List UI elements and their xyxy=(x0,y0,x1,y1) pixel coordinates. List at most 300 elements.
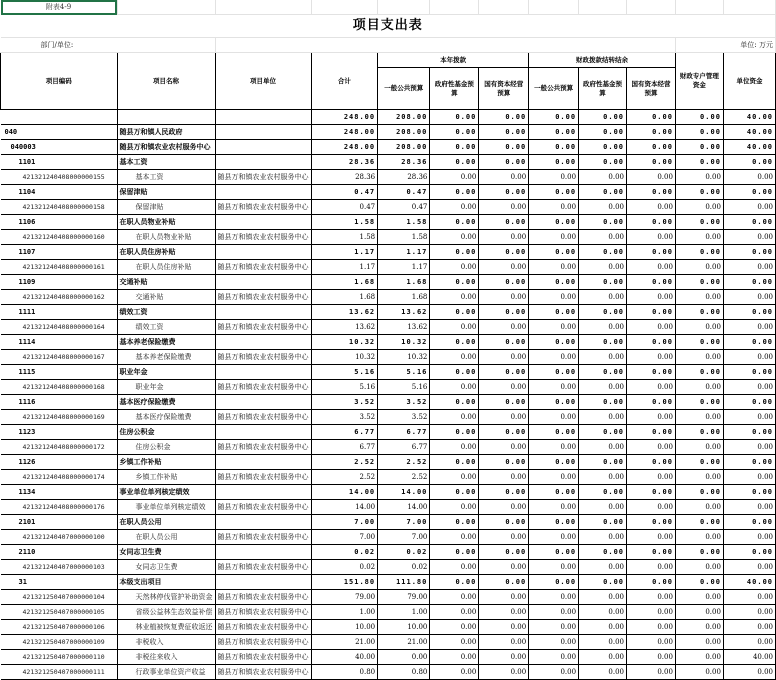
cell-amount[interactable]: 0.00 xyxy=(675,470,723,485)
cell-code[interactable]: 421321250407000000105 xyxy=(1,605,118,620)
cell-amount[interactable]: 0.00 xyxy=(479,380,529,395)
cell-code[interactable]: 1104 xyxy=(1,185,118,200)
cell-amount[interactable]: 0.00 xyxy=(430,530,479,545)
cell-amount[interactable]: 0.00 xyxy=(675,305,723,320)
cell-amount[interactable]: 0.00 xyxy=(479,155,529,170)
cell-amount[interactable]: 0.00 xyxy=(675,605,723,620)
cell-amount[interactable]: 1.58 xyxy=(378,215,430,230)
cell-amount[interactable]: 0.00 xyxy=(627,560,676,575)
cell-amount[interactable]: 0.00 xyxy=(723,260,775,275)
cell-amount[interactable]: 0.00 xyxy=(627,305,676,320)
cell-amount[interactable]: 0.00 xyxy=(529,620,579,635)
cell-amount[interactable]: 0.00 xyxy=(675,590,723,605)
cell-amount[interactable]: 0.00 xyxy=(479,425,529,440)
cell-amount[interactable]: 0.00 xyxy=(627,515,676,530)
cell-amount[interactable]: 0.00 xyxy=(675,125,723,140)
cell-amount[interactable]: 0.00 xyxy=(579,275,627,290)
cell-amount[interactable]: 10.32 xyxy=(378,350,430,365)
cell-name[interactable]: 非税收入 xyxy=(117,635,215,650)
cell-name[interactable]: 在职人员公用 xyxy=(117,515,215,530)
cell-amount[interactable]: 0.00 xyxy=(479,245,529,260)
cell-amount[interactable]: 0.00 xyxy=(479,440,529,455)
cell-amount[interactable]: 0.00 xyxy=(627,200,676,215)
cell-amount[interactable]: 0.00 xyxy=(627,275,676,290)
cell-name[interactable]: 随县万和镇农业农村服务中心 xyxy=(117,140,215,155)
cell-amount[interactable]: 0.00 xyxy=(579,635,627,650)
cell-amount[interactable]: 0.00 xyxy=(430,125,479,140)
cell-amount[interactable]: 7.00 xyxy=(311,515,378,530)
cell-amount[interactable]: 6.77 xyxy=(378,425,430,440)
cell-code[interactable]: 31 xyxy=(1,575,118,590)
cell-amount[interactable]: 0.00 xyxy=(529,320,579,335)
cell-code[interactable]: 040003 xyxy=(1,140,118,155)
cell-name[interactable]: 保留津贴 xyxy=(117,200,215,215)
cell-amount[interactable]: 0.00 xyxy=(627,500,676,515)
cell-amount[interactable]: 0.00 xyxy=(579,185,627,200)
cell-amount[interactable]: 0.00 xyxy=(675,620,723,635)
cell-amount[interactable]: 0.00 xyxy=(627,575,676,590)
cell-amount[interactable]: 248.00 xyxy=(311,125,378,140)
cell-unit[interactable]: 随县万和镇农业农村服务中心 xyxy=(215,470,311,485)
cell-amount[interactable]: 0.02 xyxy=(311,545,378,560)
cell-amount[interactable]: 0.00 xyxy=(675,365,723,380)
cell-amount[interactable]: 10.32 xyxy=(378,335,430,350)
cell-amount[interactable]: 0.00 xyxy=(675,350,723,365)
cell-code[interactable]: 1107 xyxy=(1,245,118,260)
cell-name[interactable]: 在职人员住房补贴 xyxy=(117,260,215,275)
cell-amount[interactable]: 0.00 xyxy=(627,665,676,680)
cell-amount[interactable]: 0.00 xyxy=(479,560,529,575)
cell-name[interactable]: 乡镇工作补贴 xyxy=(117,470,215,485)
cell-amount[interactable]: 0.00 xyxy=(430,410,479,425)
cell-amount[interactable]: 3.52 xyxy=(311,410,378,425)
cell-amount[interactable]: 0.00 xyxy=(627,230,676,245)
cell-amount[interactable]: 0.00 xyxy=(430,590,479,605)
cell-amount[interactable]: 0.00 xyxy=(529,230,579,245)
cell-amount[interactable]: 7.00 xyxy=(378,515,430,530)
cell-amount[interactable]: 0.00 xyxy=(529,650,579,665)
cell-amount[interactable]: 0.00 xyxy=(529,395,579,410)
cell-amount[interactable]: 0.00 xyxy=(627,290,676,305)
cell-amount[interactable]: 0.00 xyxy=(479,215,529,230)
cell-amount[interactable]: 0.00 xyxy=(529,170,579,185)
cell-amount[interactable]: 0.00 xyxy=(579,305,627,320)
cell-amount[interactable]: 0.00 xyxy=(529,245,579,260)
cell-amount[interactable]: 0.00 xyxy=(479,335,529,350)
cell-amount[interactable]: 0.00 xyxy=(430,665,479,680)
cell-amount[interactable]: 0.00 xyxy=(430,425,479,440)
cell-code[interactable]: 421321240408000000169 xyxy=(1,410,118,425)
cell-amount[interactable]: 208.00 xyxy=(378,110,430,125)
cell-amount[interactable]: 0.47 xyxy=(311,185,378,200)
cell-unit[interactable]: 随县万和镇农业农村服务中心 xyxy=(215,650,311,665)
cell-code[interactable]: 421321240408000000174 xyxy=(1,470,118,485)
cell-amount[interactable]: 0.00 xyxy=(430,575,479,590)
cell-unit[interactable]: 随县万和镇农业农村服务中心 xyxy=(215,620,311,635)
cell-amount[interactable]: 0.00 xyxy=(723,440,775,455)
cell-amount[interactable]: 0.00 xyxy=(675,545,723,560)
cell-amount[interactable]: 0.00 xyxy=(579,605,627,620)
cell-amount[interactable]: 0.00 xyxy=(675,140,723,155)
cell-amount[interactable]: 0.00 xyxy=(479,320,529,335)
cell-amount[interactable]: 248.00 xyxy=(311,140,378,155)
cell-unit[interactable] xyxy=(215,545,311,560)
cell-amount[interactable]: 0.00 xyxy=(430,320,479,335)
cell-amount[interactable]: 0.00 xyxy=(529,410,579,425)
cell-amount[interactable]: 0.00 xyxy=(529,365,579,380)
cell-amount[interactable]: 0.00 xyxy=(675,485,723,500)
cell-amount[interactable]: 1.68 xyxy=(378,290,430,305)
cell-amount[interactable]: 0.00 xyxy=(675,185,723,200)
cell-amount[interactable]: 0.00 xyxy=(479,515,529,530)
cell-code[interactable]: 1109 xyxy=(1,275,118,290)
cell-amount[interactable]: 0.00 xyxy=(675,575,723,590)
cell-amount[interactable]: 0.00 xyxy=(479,350,529,365)
cell-amount[interactable]: 0.00 xyxy=(430,290,479,305)
cell-name[interactable]: 职业年金 xyxy=(117,380,215,395)
cell-amount[interactable]: 0.00 xyxy=(430,200,479,215)
cell-amount[interactable]: 0.00 xyxy=(627,545,676,560)
cell-amount[interactable]: 0.00 xyxy=(675,440,723,455)
cell-amount[interactable]: 208.00 xyxy=(378,140,430,155)
cell-amount[interactable]: 1.17 xyxy=(311,260,378,275)
cell-unit[interactable] xyxy=(215,485,311,500)
cell-amount[interactable]: 0.00 xyxy=(430,560,479,575)
cell-name[interactable]: 事业单位单列核定绩效 xyxy=(117,500,215,515)
cell-amount[interactable]: 14.00 xyxy=(311,485,378,500)
cell-name[interactable] xyxy=(117,110,215,125)
cell-amount[interactable]: 0.00 xyxy=(479,110,529,125)
cell-amount[interactable]: 0.00 xyxy=(430,470,479,485)
cell-code[interactable]: 421321250407000000106 xyxy=(1,620,118,635)
cell-amount[interactable]: 0.00 xyxy=(529,200,579,215)
cell-amount[interactable]: 0.00 xyxy=(723,350,775,365)
cell-code[interactable]: 421321240408000000176 xyxy=(1,500,118,515)
cell-unit[interactable] xyxy=(215,305,311,320)
cell-amount[interactable]: 0.00 xyxy=(579,410,627,425)
cell-amount[interactable]: 0.00 xyxy=(479,290,529,305)
cell-amount[interactable]: 0.00 xyxy=(579,335,627,350)
cell-code[interactable]: 1126 xyxy=(1,455,118,470)
cell-amount[interactable]: 0.00 xyxy=(627,110,676,125)
cell-amount[interactable]: 0.00 xyxy=(627,125,676,140)
cell-amount[interactable]: 0.00 xyxy=(627,410,676,425)
cell-amount[interactable]: 0.00 xyxy=(723,470,775,485)
cell-unit[interactable] xyxy=(215,155,311,170)
cell-amount[interactable]: 1.58 xyxy=(378,230,430,245)
cell-amount[interactable]: 0.00 xyxy=(723,620,775,635)
cell-amount[interactable]: 40.00 xyxy=(723,125,775,140)
cell-amount[interactable]: 0.00 xyxy=(579,215,627,230)
cell-name[interactable]: 基本医疗保险缴费 xyxy=(117,410,215,425)
cell-amount[interactable]: 0.00 xyxy=(479,125,529,140)
cell-unit[interactable]: 随县万和镇农业农村服务中心 xyxy=(215,380,311,395)
cell-amount[interactable]: 0.00 xyxy=(723,305,775,320)
cell-amount[interactable]: 0.00 xyxy=(579,230,627,245)
cell-amount[interactable]: 0.00 xyxy=(579,440,627,455)
cell-amount[interactable]: 0.00 xyxy=(627,425,676,440)
cell-code[interactable]: 421321240408000000168 xyxy=(1,380,118,395)
cell-amount[interactable]: 0.00 xyxy=(430,230,479,245)
cell-amount[interactable]: 40.00 xyxy=(723,110,775,125)
cell-code[interactable]: 421321240408000000164 xyxy=(1,320,118,335)
cell-amount[interactable]: 0.00 xyxy=(529,260,579,275)
cell-amount[interactable]: 0.00 xyxy=(675,290,723,305)
cell-amount[interactable]: 0.00 xyxy=(627,365,676,380)
cell-amount[interactable]: 0.00 xyxy=(627,635,676,650)
cell-code[interactable]: 2110 xyxy=(1,545,118,560)
cell-amount[interactable]: 3.52 xyxy=(311,395,378,410)
cell-amount[interactable]: 0.00 xyxy=(579,155,627,170)
cell-name[interactable]: 本级支出项目 xyxy=(117,575,215,590)
cell-amount[interactable]: 0.00 xyxy=(723,380,775,395)
cell-code[interactable]: 421321250407000000104 xyxy=(1,590,118,605)
cell-name[interactable]: 绩效工资 xyxy=(117,320,215,335)
cell-unit[interactable]: 随县万和镇农业农村服务中心 xyxy=(215,665,311,680)
cell-amount[interactable]: 0.00 xyxy=(627,440,676,455)
cell-unit[interactable] xyxy=(215,275,311,290)
cell-code[interactable]: 421321250407000000109 xyxy=(1,635,118,650)
cell-code[interactable]: 1115 xyxy=(1,365,118,380)
cell-amount[interactable]: 0.00 xyxy=(529,590,579,605)
cell-code[interactable]: 421321250407000000110 xyxy=(1,650,118,665)
cell-amount[interactable]: 0.00 xyxy=(723,155,775,170)
cell-unit[interactable]: 随县万和镇农业农村服务中心 xyxy=(215,320,311,335)
cell-amount[interactable]: 0.00 xyxy=(529,665,579,680)
cell-amount[interactable]: 0.00 xyxy=(479,590,529,605)
cell-amount[interactable]: 0.00 xyxy=(479,485,529,500)
cell-amount[interactable]: 0.00 xyxy=(430,485,479,500)
cell-amount[interactable]: 0.00 xyxy=(627,650,676,665)
cell-amount[interactable]: 1.17 xyxy=(311,245,378,260)
cell-amount[interactable]: 0.00 xyxy=(430,350,479,365)
cell-amount[interactable]: 0.00 xyxy=(723,455,775,470)
cell-amount[interactable]: 0.00 xyxy=(723,605,775,620)
cell-amount[interactable]: 0.00 xyxy=(529,470,579,485)
cell-amount[interactable]: 0.00 xyxy=(627,140,676,155)
cell-amount[interactable]: 0.02 xyxy=(378,545,430,560)
cell-amount[interactable]: 0.00 xyxy=(579,365,627,380)
cell-amount[interactable]: 79.00 xyxy=(378,590,430,605)
cell-amount[interactable]: 0.00 xyxy=(627,620,676,635)
cell-amount[interactable]: 3.52 xyxy=(378,395,430,410)
cell-unit[interactable]: 随县万和镇农业农村服务中心 xyxy=(215,410,311,425)
cell-amount[interactable]: 0.00 xyxy=(430,395,479,410)
cell-amount[interactable]: 2.52 xyxy=(311,470,378,485)
cell-amount[interactable]: 5.16 xyxy=(378,380,430,395)
cell-unit[interactable] xyxy=(215,365,311,380)
cell-amount[interactable]: 0.00 xyxy=(579,260,627,275)
cell-amount[interactable]: 3.52 xyxy=(378,410,430,425)
cell-amount[interactable]: 7.00 xyxy=(378,530,430,545)
cell-amount[interactable]: 2.52 xyxy=(311,455,378,470)
cell-amount[interactable]: 14.00 xyxy=(311,500,378,515)
cell-amount[interactable]: 0.00 xyxy=(579,545,627,560)
cell-amount[interactable]: 0.00 xyxy=(529,635,579,650)
cell-amount[interactable]: 0.00 xyxy=(479,410,529,425)
cell-amount[interactable]: 0.00 xyxy=(529,125,579,140)
cell-code[interactable]: 1101 xyxy=(1,155,118,170)
cell-amount[interactable]: 0.00 xyxy=(627,485,676,500)
cell-code[interactable]: 1134 xyxy=(1,485,118,500)
cell-amount[interactable]: 0.00 xyxy=(627,170,676,185)
cell-amount[interactable]: 1.00 xyxy=(378,605,430,620)
cell-amount[interactable]: 0.00 xyxy=(723,335,775,350)
cell-amount[interactable]: 0.00 xyxy=(479,500,529,515)
cell-amount[interactable]: 14.00 xyxy=(378,500,430,515)
cell-amount[interactable]: 0.00 xyxy=(675,215,723,230)
cell-amount[interactable]: 0.00 xyxy=(479,230,529,245)
cell-name[interactable]: 非税往来收入 xyxy=(117,650,215,665)
cell-amount[interactable]: 14.00 xyxy=(378,485,430,500)
cell-amount[interactable]: 0.00 xyxy=(479,665,529,680)
cell-amount[interactable]: 6.77 xyxy=(311,425,378,440)
cell-amount[interactable]: 0.00 xyxy=(627,320,676,335)
cell-name[interactable]: 随县万和镇人民政府 xyxy=(117,125,215,140)
cell-amount[interactable]: 0.00 xyxy=(627,260,676,275)
cell-amount[interactable]: 248.00 xyxy=(311,110,378,125)
cell-amount[interactable]: 5.16 xyxy=(311,365,378,380)
cell-amount[interactable]: 0.00 xyxy=(479,635,529,650)
cell-amount[interactable]: 0.00 xyxy=(529,500,579,515)
cell-amount[interactable]: 21.00 xyxy=(378,635,430,650)
cell-code[interactable]: 421321240408000000160 xyxy=(1,230,118,245)
cell-name[interactable]: 基本养老保险缴费 xyxy=(117,350,215,365)
cell-amount[interactable]: 2.52 xyxy=(378,470,430,485)
cell-name[interactable]: 省级公益林生态效益补偿 xyxy=(117,605,215,620)
cell-amount[interactable]: 0.00 xyxy=(675,500,723,515)
cell-amount[interactable]: 0.00 xyxy=(675,635,723,650)
cell-amount[interactable]: 7.00 xyxy=(311,530,378,545)
cell-amount[interactable]: 0.00 xyxy=(723,425,775,440)
cell-unit[interactable] xyxy=(215,140,311,155)
cell-code[interactable]: 421321240408000000162 xyxy=(1,290,118,305)
cell-name[interactable]: 天然林停伐管护补助资金 xyxy=(117,590,215,605)
cell-amount[interactable]: 0.00 xyxy=(430,140,479,155)
cell-amount[interactable]: 0.00 xyxy=(529,110,579,125)
cell-amount[interactable]: 0.00 xyxy=(430,305,479,320)
cell-amount[interactable]: 0.00 xyxy=(723,185,775,200)
cell-amount[interactable]: 0.00 xyxy=(529,560,579,575)
cell-name[interactable]: 女同志卫生费 xyxy=(117,545,215,560)
cell-amount[interactable]: 0.00 xyxy=(479,575,529,590)
cell-amount[interactable]: 0.00 xyxy=(627,245,676,260)
cell-amount[interactable]: 0.00 xyxy=(579,245,627,260)
cell-amount[interactable]: 0.47 xyxy=(378,185,430,200)
cell-amount[interactable]: 0.00 xyxy=(479,605,529,620)
cell-code[interactable]: 421321240408000000161 xyxy=(1,260,118,275)
cell-amount[interactable]: 10.00 xyxy=(311,620,378,635)
cell-amount[interactable]: 0.00 xyxy=(479,455,529,470)
cell-amount[interactable]: 0.00 xyxy=(627,530,676,545)
cell-amount[interactable]: 28.36 xyxy=(311,155,378,170)
cell-amount[interactable]: 0.00 xyxy=(723,365,775,380)
cell-name[interactable]: 在职人员物业补贴 xyxy=(117,215,215,230)
cell-code[interactable]: 421321240408000000167 xyxy=(1,350,118,365)
cell-unit[interactable]: 随县万和镇农业农村服务中心 xyxy=(215,530,311,545)
cell-name[interactable]: 住房公积金 xyxy=(117,425,215,440)
cell-amount[interactable]: 0.00 xyxy=(529,155,579,170)
cell-amount[interactable]: 0.00 xyxy=(479,530,529,545)
cell-amount[interactable]: 0.00 xyxy=(430,365,479,380)
cell-amount[interactable]: 0.00 xyxy=(579,515,627,530)
cell-amount[interactable]: 0.00 xyxy=(675,245,723,260)
cell-amount[interactable]: 0.00 xyxy=(723,320,775,335)
cell-amount[interactable]: 151.80 xyxy=(311,575,378,590)
cell-code[interactable] xyxy=(1,110,118,125)
cell-amount[interactable]: 0.00 xyxy=(479,200,529,215)
cell-unit[interactable] xyxy=(215,125,311,140)
cell-name[interactable]: 行政事业单位资产收益 xyxy=(117,665,215,680)
cell-amount[interactable]: 0.00 xyxy=(723,485,775,500)
cell-unit[interactable] xyxy=(215,245,311,260)
cell-amount[interactable]: 0.47 xyxy=(311,200,378,215)
cell-amount[interactable]: 0.00 xyxy=(627,470,676,485)
cell-unit[interactable] xyxy=(215,575,311,590)
cell-amount[interactable]: 0.00 xyxy=(430,260,479,275)
cell-amount[interactable]: 0.00 xyxy=(627,185,676,200)
cell-amount[interactable]: 1.00 xyxy=(311,605,378,620)
cell-amount[interactable]: 0.00 xyxy=(579,455,627,470)
cell-amount[interactable]: 0.00 xyxy=(675,455,723,470)
cell-amount[interactable]: 0.00 xyxy=(627,350,676,365)
cell-amount[interactable]: 0.00 xyxy=(529,485,579,500)
cell-name[interactable]: 绩效工资 xyxy=(117,305,215,320)
cell-amount[interactable]: 0.00 xyxy=(430,155,479,170)
cell-amount[interactable]: 0.00 xyxy=(529,140,579,155)
cell-amount[interactable]: 0.00 xyxy=(579,500,627,515)
cell-amount[interactable]: 0.00 xyxy=(430,110,479,125)
cell-unit[interactable] xyxy=(215,335,311,350)
cell-amount[interactable]: 0.47 xyxy=(378,200,430,215)
cell-amount[interactable]: 0.00 xyxy=(430,500,479,515)
cell-amount[interactable]: 0.00 xyxy=(529,530,579,545)
cell-amount[interactable]: 0.00 xyxy=(675,200,723,215)
cell-amount[interactable]: 0.00 xyxy=(430,515,479,530)
cell-amount[interactable]: 0.00 xyxy=(479,305,529,320)
cell-name[interactable]: 基本工资 xyxy=(117,170,215,185)
cell-amount[interactable]: 0.00 xyxy=(579,530,627,545)
cell-unit[interactable]: 随县万和镇农业农村服务中心 xyxy=(215,350,311,365)
cell-amount[interactable]: 0.00 xyxy=(675,395,723,410)
cell-amount[interactable]: 0.00 xyxy=(479,395,529,410)
cell-amount[interactable]: 28.36 xyxy=(311,170,378,185)
cell-unit[interactable]: 随县万和镇农业农村服务中心 xyxy=(215,605,311,620)
cell-amount[interactable]: 0.00 xyxy=(579,170,627,185)
cell-unit[interactable]: 随县万和镇农业农村服务中心 xyxy=(215,500,311,515)
cell-amount[interactable]: 0.00 xyxy=(479,275,529,290)
cell-name[interactable]: 林业植被恢复费征收返还 xyxy=(117,620,215,635)
cell-amount[interactable]: 40.00 xyxy=(311,650,378,665)
cell-amount[interactable]: 0.00 xyxy=(529,515,579,530)
cell-unit[interactable]: 随县万和镇农业农村服务中心 xyxy=(215,290,311,305)
cell-amount[interactable]: 0.00 xyxy=(529,290,579,305)
cell-unit[interactable] xyxy=(215,110,311,125)
cell-amount[interactable]: 0.00 xyxy=(723,290,775,305)
cell-amount[interactable]: 21.00 xyxy=(311,635,378,650)
cell-amount[interactable]: 0.00 xyxy=(479,650,529,665)
cell-amount[interactable]: 0.00 xyxy=(479,140,529,155)
cell-code[interactable]: 421321240407000000103 xyxy=(1,560,118,575)
cell-amount[interactable]: 5.16 xyxy=(311,380,378,395)
cell-name[interactable]: 基本养老保险缴费 xyxy=(117,335,215,350)
cell-amount[interactable]: 0.00 xyxy=(529,185,579,200)
cell-amount[interactable]: 0.00 xyxy=(430,335,479,350)
cell-name[interactable]: 乡镇工作补贴 xyxy=(117,455,215,470)
cell-amount[interactable]: 0.00 xyxy=(675,560,723,575)
cell-amount[interactable]: 208.00 xyxy=(378,125,430,140)
cell-code[interactable]: 040 xyxy=(1,125,118,140)
